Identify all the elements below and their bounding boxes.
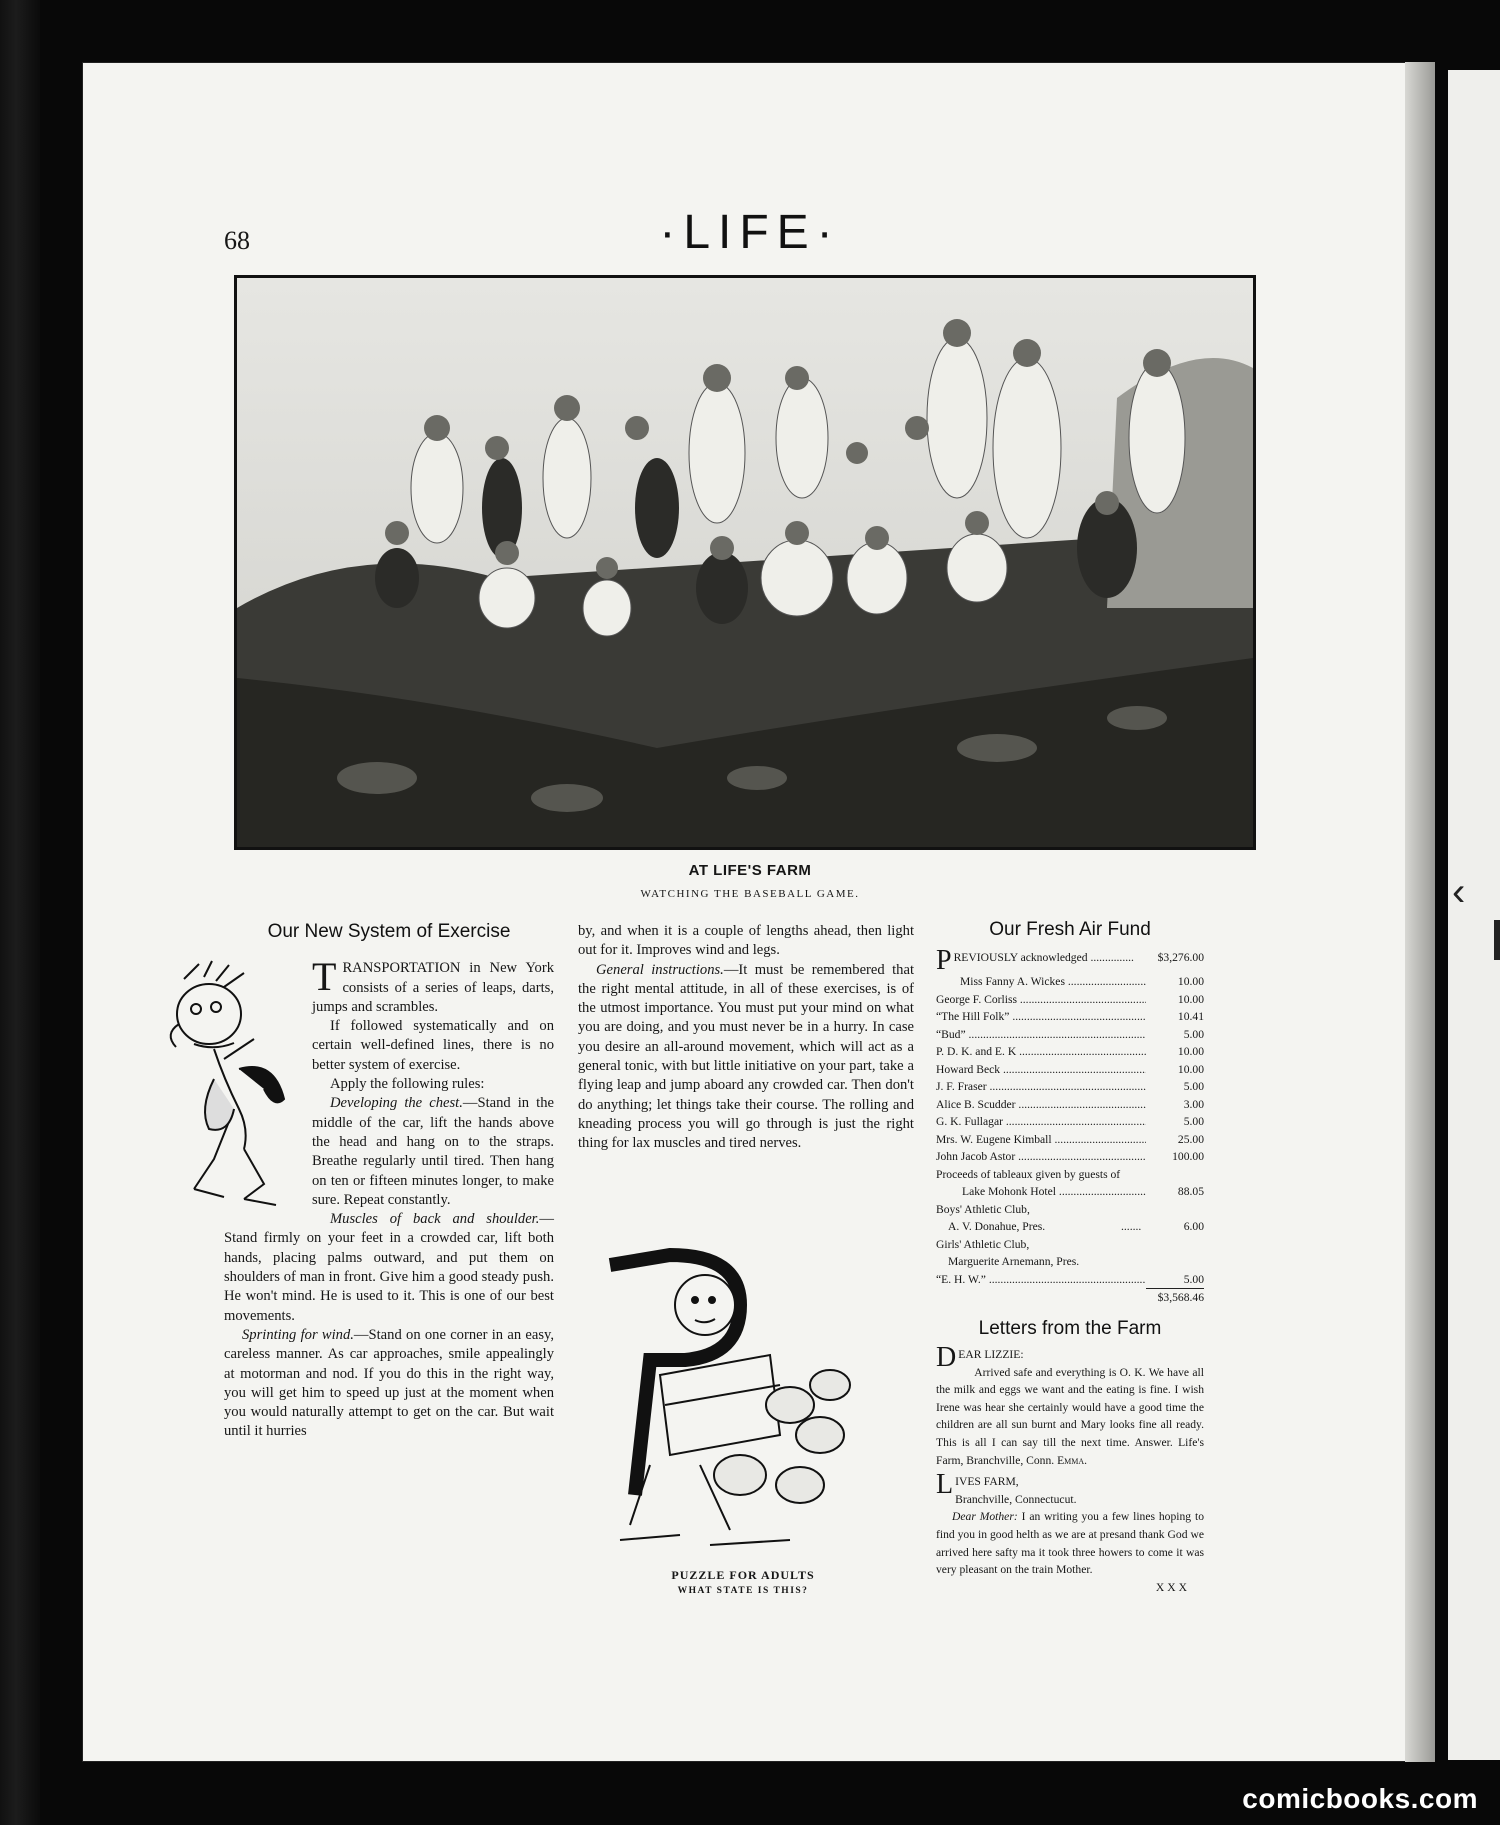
fund-row-amount: 10.41 [1177,1010,1204,1024]
fund-row-amount: 10.00 [1177,1062,1204,1076]
fresh-air-fund [936,920,1204,1596]
letter-2-dropcap: L [936,1469,954,1501]
club-dots: ....... [1121,1219,1142,1233]
exercise-heading: Our New System of Exercise [267,921,511,942]
letter-2-place: Branchville, Connectucut. [955,1492,1077,1506]
club-name: Girls' Athletic Club, [936,1237,1030,1251]
fund-row [936,973,1204,991]
chest-label: Developing the chest. [330,1095,463,1112]
fund-row [936,1061,1204,1079]
adjacent-page-glyph: ‹ [1452,870,1466,914]
letter-1-body [936,1364,1204,1470]
exercise-continuation: by, and when it is a couple of lengths ahead, then light out for it. Improves wind and legs. [578,923,914,959]
fund-row [936,1096,1204,1114]
fund-row [936,949,1204,973]
fund-row-name: “E. H. W.” ..... [936,1271,1146,1289]
chest-text: —Stand in the middle of the car, lift the hands above the head and hang on to the straps. Breathe regularly until tired. Then hang on ten or fifteen minutes longer, to make sure. Repeat constantly. [312,1095,554,1208]
fund-row [936,1043,1204,1061]
fund-row-amount: $3,276.00 [1157,951,1204,965]
fund-row-name: John Jacob Astor ..... [936,1148,1146,1166]
general-text: —It must be remembered that the right mental attitude, in all of these exercises, is of the utmost importance. You must put your mind on what you are doing, and you must never be in a hurry. In case you desire an all-around movement, which will act as a general tonic, with but little initiative on your part, take a flying leap and jump aboard any crowded car. Then don't do anything; let things take their course. The rolling and kneading process you will go through is just the right thing for lax muscles and tired nerves. [578,961,914,1152]
letter-1-salutation [936,1342,1204,1374]
club-amount: 6.00 [1183,1219,1204,1233]
fund-row-amount: 5.00 [1183,1115,1204,1129]
fund-row [936,1026,1204,1044]
running-man-cartoon [154,959,302,1219]
letter-2-body-text: I an writing you a few lines hoping to find you in good helth as we are at presand thank God we arrived here safty ma it took three howers to come it was very pleasant on the train Mother. [936,1510,1204,1577]
fund-row-name: “The Hill Folk” ..... [936,1008,1146,1026]
children-group-photo [237,278,1253,847]
exercise-back [224,1210,554,1326]
fund-row [936,1148,1204,1166]
fund-row-name [936,949,1134,973]
letter-2-body [936,1508,1204,1578]
fund-row [936,991,1204,1009]
book-spine-left [0,0,40,1825]
club-name: Marguerite Arnemann, Pres. [948,1255,1080,1269]
fund-row [936,1131,1204,1149]
sprint-label: Sprinting for wind. [242,1326,354,1343]
exercise-article [224,922,554,1442]
exercise-article-continued [578,922,914,1154]
fund-row-name: Miss Fanny A. Wickes ..... [936,973,1146,991]
fund-row [936,1183,1204,1201]
fund-row-amount: 5.00 [1183,1272,1204,1286]
fund-row-name: J. F. Fraser ..... [936,1078,1146,1096]
fund-rows [936,973,1204,1166]
letter-2-signature: XXX [1155,1580,1190,1594]
athletic-clubs-entry [936,1201,1204,1271]
club-names [936,1201,1121,1271]
letter-1-dropcap: D [936,1342,957,1374]
adjacent-page-edge [1448,70,1500,1760]
fund-row-name: George F. Corliss ..... [936,991,1146,1009]
club-name: A. V. Donahue, Pres. [948,1220,1046,1234]
letter-2-salutation: Dear Mother: [952,1510,1018,1524]
watermark: comicbooks.com [1242,1783,1478,1814]
fund-row-name: Howard Beck ..... [936,1061,1146,1079]
letter-1-signature: Emma. [1057,1453,1088,1467]
adjacent-page-bar [1494,920,1500,960]
farm-photograph [234,275,1256,850]
letters-from-farm [936,1342,1204,1596]
letter-1-body-text: Arrived safe and everything is O. K. We have all the milk and eggs we want and the eating is fine. I wish Irene was hear she certainly would have a good time the children are all sun burnt and Mary looks fine all ready. This is all I can say till the next time. Answer. Life's Farm, Branchville, Conn. [936,1365,1204,1467]
fund-row-amount: 3.00 [1183,1097,1204,1111]
fund-row-amount: 5.00 [1183,1080,1204,1094]
fund-row-amount: 10.00 [1177,975,1204,989]
letter-1-salutation-text: EAR LIZZIE: [958,1348,1024,1362]
fund-row-name: G. K. Fullagar ..... [936,1113,1146,1131]
fund-row [936,1271,1204,1289]
exercise-dropcap: T [312,954,337,1000]
fund-row-amount: 10.00 [1177,1045,1204,1059]
fund-row-amount: 100.00 [1172,1150,1204,1164]
masthead-title: ·LIFE· [659,206,841,259]
fund-row-name: Mrs. W. Eugene Kimball ..... [936,1131,1146,1149]
fund-row-amount: 10.00 [1177,992,1204,1006]
letters-heading: Letters from the Farm [978,1317,1162,1339]
back-label: Muscles of back and shoulder. [330,1211,540,1228]
fund-first-name: REVIOUSLY acknowledged [953,951,1088,965]
fund-row-name: “Bud” ..... [936,1026,1146,1044]
fund-row-amount: 25.00 [1177,1132,1204,1146]
fund-heading: Our Fresh Air Fund [989,919,1151,940]
fund-row [936,1166,1204,1184]
page-number: 68 [224,226,250,255]
fund-row-name: Proceeds of tableaux given by guests of [936,1167,1121,1181]
fund-row-amount: 5.00 [1183,1027,1204,1041]
fund-dropcap: P [936,949,952,974]
exercise-p2: If followed systematically and on certain well-defined lines, there is no better system of exercise. [312,1018,554,1073]
exercise-intro-text: RANSPORTATION in New York consists of a series of leaps, darts, jumps and scrambles. [312,960,554,1015]
general-label: General instructions. [596,961,724,978]
club-name: Boys' Athletic Club, [936,1202,1030,1216]
exercise-p3: Apply the following rules: [330,1076,485,1093]
back-text: —Stand firmly on your feet in a crowded car, lift both hands, placing palms outward, and put them on shoulders of man in front. Give him a good steady push. He won't mind. He is used to it. This is one of our best movements. [224,1211,554,1324]
fund-row [936,1113,1204,1131]
puzzle-subtitle: WHAT STATE IS THIS? [677,1586,809,1596]
photo-caption-subtitle: WATCHING THE BASEBALL GAME. [640,888,860,900]
letter-2-head-text: IVES FARM, [955,1475,1019,1489]
fund-row-amount: 88.05 [1177,1185,1204,1199]
fund-row-name: P. D. K. and E. K ..... [936,1043,1146,1061]
fund-list [936,949,1204,1307]
fund-row [936,1078,1204,1096]
exercise-sprint [224,1326,554,1442]
fund-row-name: Lake Mohonk Hotel ..... [936,1183,1146,1201]
page-gutter [1405,62,1435,1762]
photo-caption-title: AT LIFE'S FARM [688,862,812,879]
fund-row [936,1008,1204,1026]
exercise-general [578,961,914,1154]
fund-row-name: Alice B. Scudder ..... [936,1096,1146,1114]
puzzle-cartoon [590,1245,860,1555]
fund-total: $3,568.46 [1157,1291,1204,1305]
puzzle-title: PUZZLE FOR ADULTS [671,1568,815,1582]
sprint-text: —Stand on one corner in an easy, careless manner. As car approaches, smile appealingly at motorman and nod. If you do this in the right way, you will get him to speed up just at the moment when you would naturally attempt to get on the car. But wait until it hurries [224,1326,555,1440]
